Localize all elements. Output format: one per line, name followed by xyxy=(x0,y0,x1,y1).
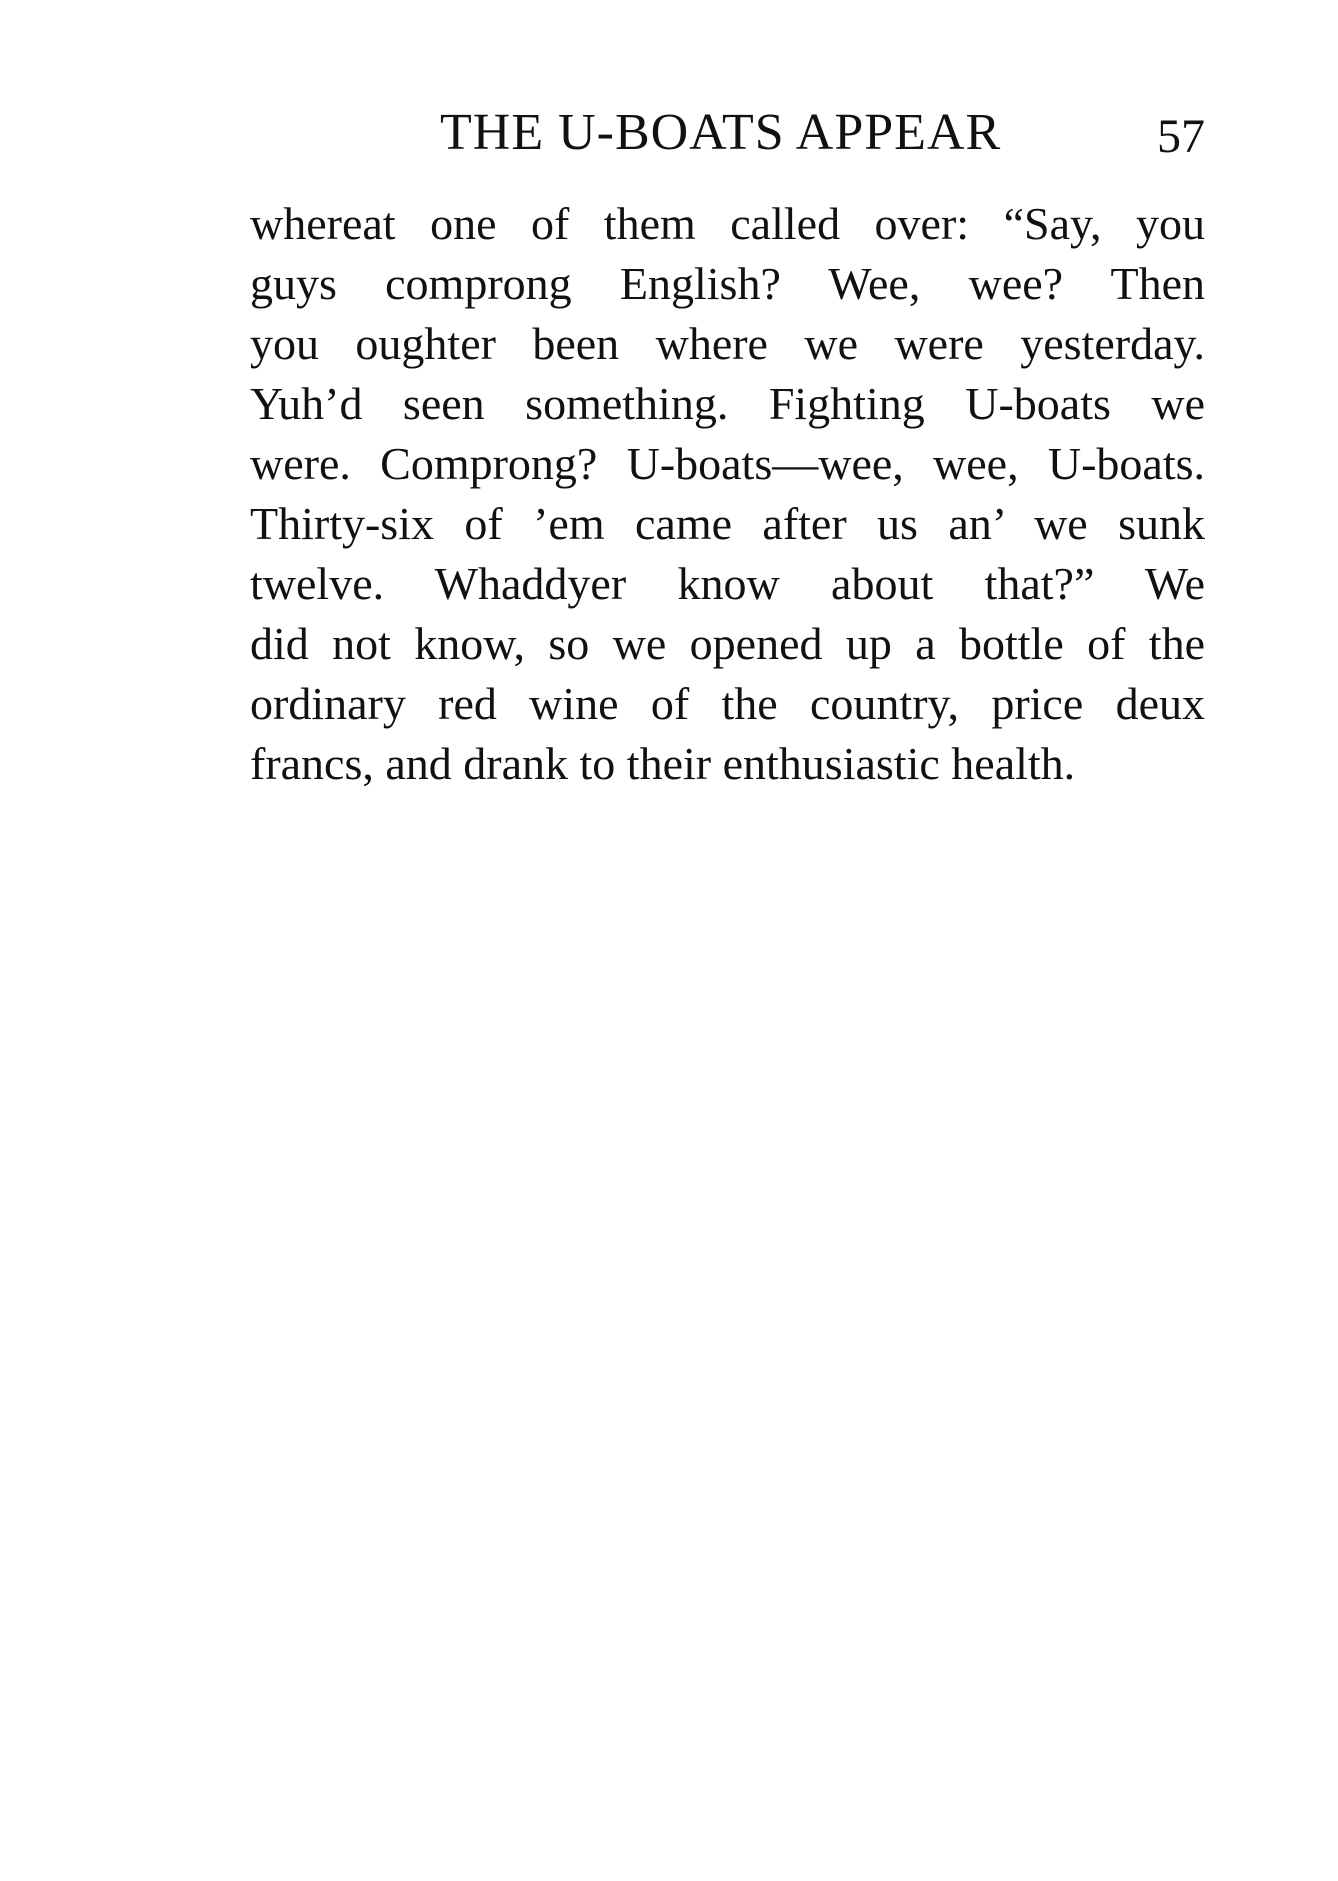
running-head xyxy=(250,98,1205,168)
text-line: whereat one of them called over: “Say, you xyxy=(250,198,1205,249)
text-line: Yuh’d seen something. Fighting U-boats we xyxy=(250,378,1205,429)
running-title: THE U-BOATS APPEAR xyxy=(440,104,1002,161)
text-line: francs, and drank to their enthusiastic health. xyxy=(250,738,1076,789)
text-line: guys comprong English? Wee, wee? Then xyxy=(250,258,1205,309)
text-line: ordinary red wine of the country, price deux xyxy=(250,678,1205,729)
page-number: 57 xyxy=(1157,110,1205,163)
text-line: you oughter been where we were yesterday. xyxy=(250,318,1205,369)
text-line: Thirty-six of ’em came after us an’ we sunk xyxy=(250,498,1205,549)
text-line: did not know, so we opened up a bottle of the xyxy=(250,618,1205,669)
text-line: twelve. Whaddyer know about that?” We xyxy=(250,558,1205,609)
body-paragraph xyxy=(250,194,1205,794)
text-line: were. Comprong? U-boats—wee, wee, U-boats. xyxy=(250,438,1205,489)
